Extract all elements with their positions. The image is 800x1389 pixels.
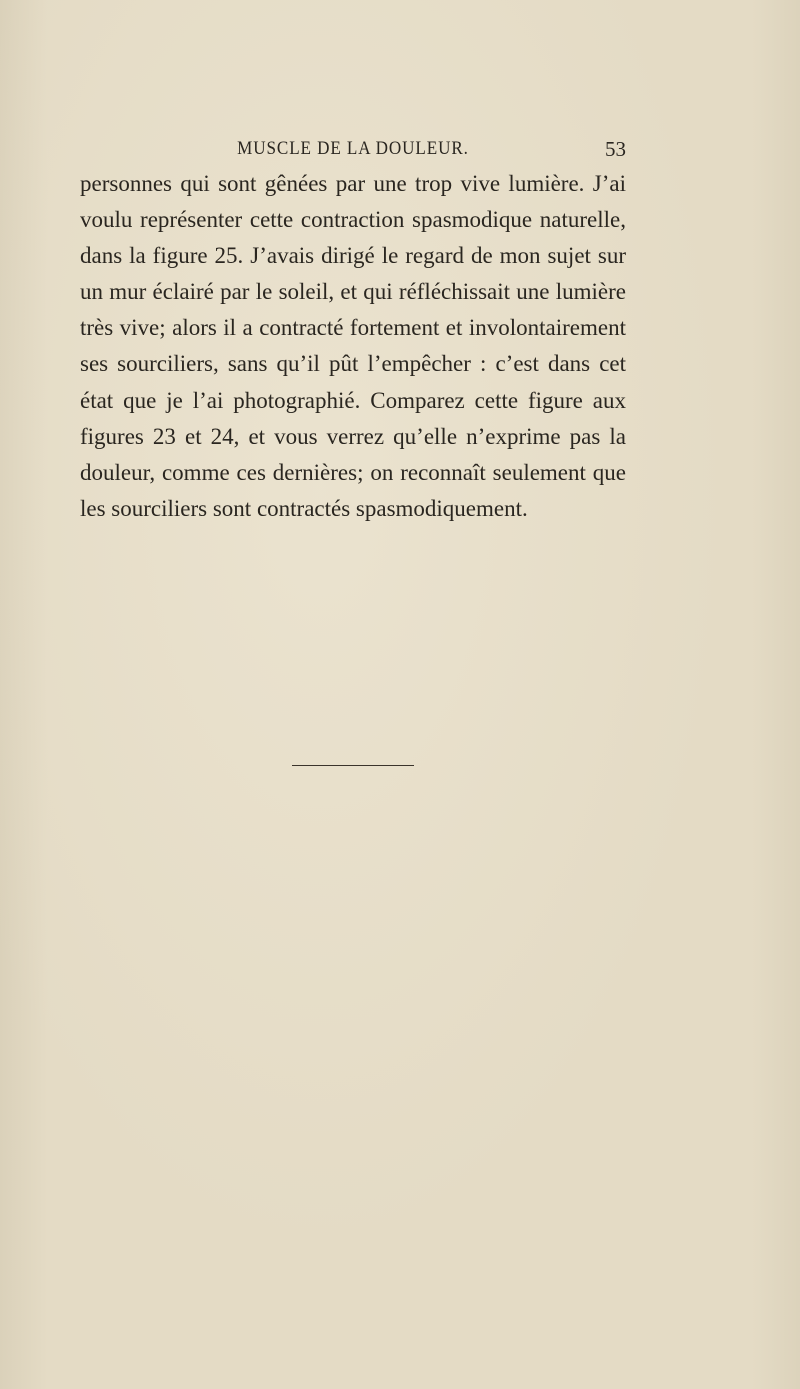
running-head <box>80 134 626 164</box>
text-line: voulu représenter cette contraction spasmodique naturelle, <box>80 207 626 233</box>
text-line: figures 23 et 24, et vous verrez qu’elle n’exprime pas la <box>80 423 626 449</box>
text-line: personnes qui sont gênées par une trop vive lumière. J’ai <box>80 171 626 196</box>
section-divider-rule <box>292 765 414 766</box>
text-line: douleur, comme ces dernières; on reconnaît seulement que <box>80 459 626 485</box>
text-line: dans la figure 25. J’avais dirigé le regard de mon sujet sur <box>80 243 626 269</box>
text-line-last: les sourciliers sont contractés spasmodiquement. <box>80 495 528 521</box>
text-line: très vive; alors il a contracté fortement et involontairement <box>80 315 626 341</box>
text-line: état que je l’ai photographié. Comparez cette figure aux <box>80 387 626 413</box>
text-line: un mur éclairé par le soleil, et qui réfléchissait une lumière <box>80 279 626 305</box>
body-paragraph <box>80 166 626 527</box>
text-line: ses sourciliers, sans qu’il pût l’empêcher : c’est dans cet <box>80 351 626 377</box>
running-head-title: MUSCLE DE LA DOULEUR. <box>237 138 469 159</box>
page-number: 53 <box>605 137 626 161</box>
